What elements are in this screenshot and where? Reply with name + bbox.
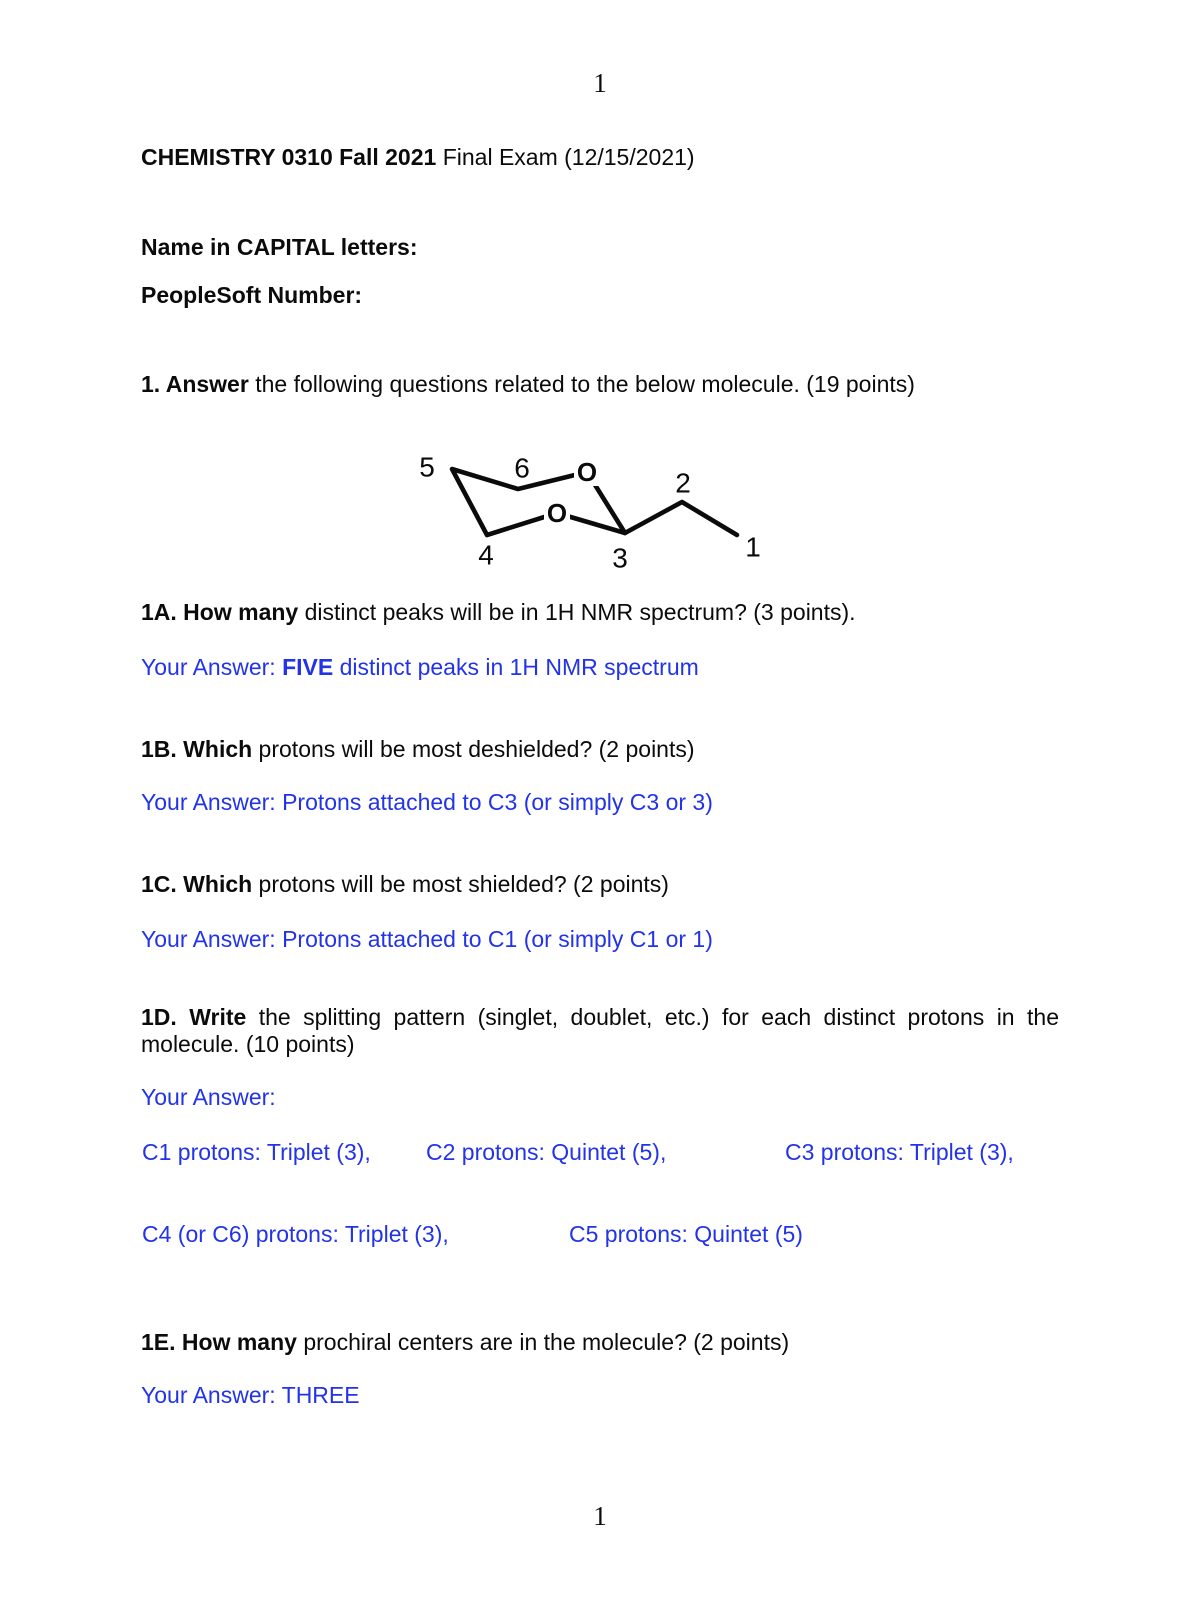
question-1c-bold: 1C. Which: [141, 871, 253, 897]
answer-1d-c1: C1 protons: Triplet (3),: [142, 1139, 371, 1165]
oxygen-bottom-label: O: [546, 498, 568, 528]
answer-1a-bold: FIVE: [282, 654, 334, 680]
question-1d-text: the splitting pattern (singlet, doublet, etc.) for each distinct protons in the molecule. (10 points): [141, 1004, 1059, 1057]
question-1e-bold: 1E. How many: [141, 1329, 297, 1355]
question-1c-text: protons will be most shielded? (2 points): [252, 871, 669, 897]
answer-1d-row1: [141, 1139, 1059, 1166]
question-1c: [141, 871, 669, 898]
question-1a: [141, 599, 856, 626]
answer-1c: Your Answer: Protons attached to C1 (or simply C1 or 1): [141, 926, 713, 952]
exam-title-course: CHEMISTRY 0310 Fall 2021: [141, 144, 437, 170]
answer-1d-row2: [141, 1221, 1059, 1248]
peoplesoft-label: PeopleSoft Number:: [141, 282, 363, 308]
question-1b-bold: 1B. Which: [141, 736, 253, 762]
question-1-intro-bold: 1. Answer: [141, 371, 249, 397]
carbon-5-label: 5: [419, 451, 435, 483]
carbon-6-label: 6: [514, 452, 530, 484]
question-1b-text: protons will be most deshielded? (2 points): [252, 736, 695, 762]
answer-1b: Your Answer: Protons attached to C3 (or simply C3 or 3): [141, 789, 713, 815]
answer-1d-c4: C4 (or C6) protons: Triplet (3),: [142, 1221, 449, 1247]
answer-1e: Your Answer: THREE: [141, 1382, 360, 1408]
question-1d: [141, 1004, 1059, 1058]
question-1a-text: distinct peaks will be in 1H NMR spectrum? (3 points).: [298, 599, 856, 625]
carbon-1-label: 1: [745, 531, 761, 563]
answer-1a-prefix: Your Answer:: [141, 654, 283, 680]
question-1-intro: [141, 371, 915, 398]
question-1a-bold: 1A. How many: [141, 599, 299, 625]
answer-1d-c3: C3 protons: Triplet (3),: [785, 1139, 1014, 1165]
answer-1a-suffix: distinct peaks in 1H NMR spectrum: [333, 654, 699, 680]
page-number-bottom: 1: [593, 1501, 607, 1531]
carbon-3-label: 3: [612, 542, 628, 574]
answer-1d-c2: C2 protons: Quintet (5),: [426, 1139, 667, 1165]
answer-1a: [141, 654, 699, 681]
question-1b: [141, 736, 695, 763]
ethyl-chain-bonds: [625, 502, 737, 535]
oxygen-top-label: O: [576, 457, 598, 487]
carbon-2-label: 2: [675, 467, 691, 499]
name-label: Name in CAPITAL letters:: [141, 234, 418, 260]
question-1d-bold: 1D. Write: [141, 1004, 247, 1030]
answer-1d-c5: C5 protons: Quintet (5): [569, 1221, 803, 1247]
question-1e: [141, 1329, 789, 1356]
question-1e-text: prochiral centers are in the molecule? (2 points): [296, 1329, 790, 1355]
molecule-structure: [400, 440, 780, 580]
question-1-intro-text: the following questions related to the below molecule. (19 points): [248, 371, 915, 397]
carbon-4-label: 4: [478, 539, 494, 571]
exam-title-subtitle: Final Exam (12/15/2021): [436, 144, 695, 170]
answer-1d-label: Your Answer:: [141, 1084, 276, 1110]
exam-title: [141, 144, 695, 171]
page-number-top: 1: [593, 68, 607, 98]
